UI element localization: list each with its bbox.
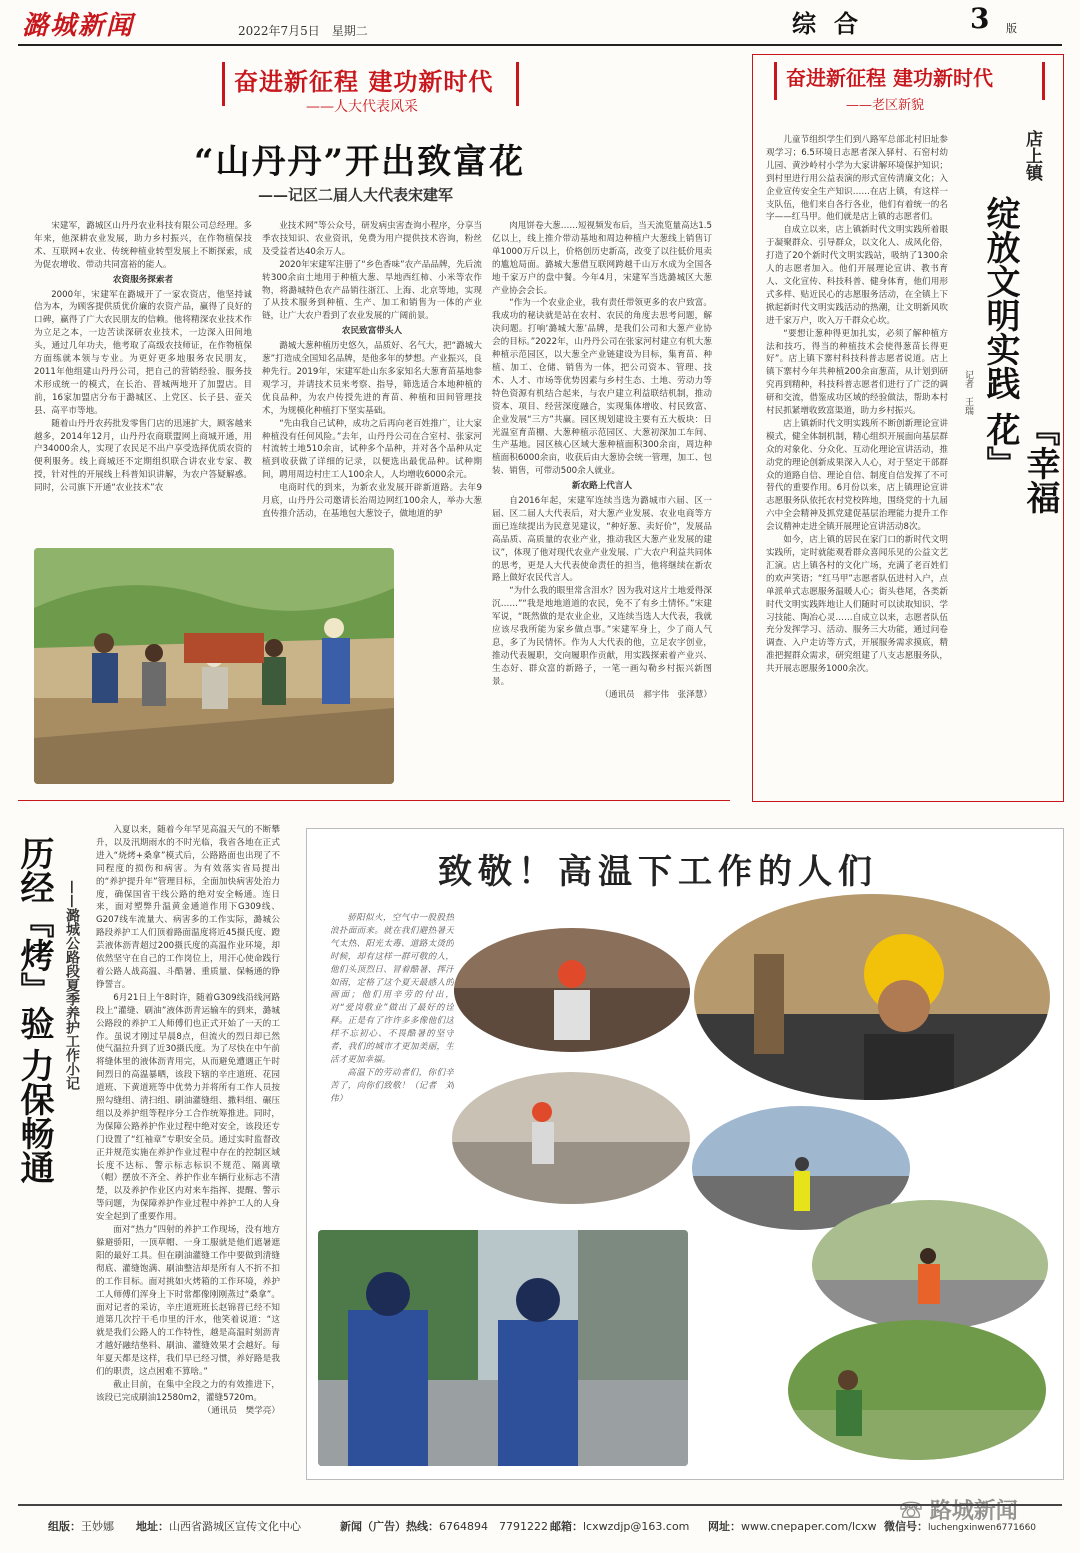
headline: “山丹丹”开出致富花 (194, 142, 526, 182)
paragraph: 截止目前，在集中全段之力的有效推进下，该段已完成刷油12580m2，灌缝5720m。 (96, 1379, 280, 1403)
worker-photo-2 (694, 894, 1050, 1100)
byline: （通讯员 郝宇伟 张泽慧） (600, 689, 712, 700)
worker-photo-3 (452, 1072, 690, 1204)
footer-wechat-value: luchengxinwen6771660 (928, 1523, 1037, 1533)
footer-web-value: www.cnepaper.com/lcxw (741, 1520, 877, 1533)
right-article-text (766, 134, 948, 794)
paragraph: 6月21日上午8时许，随着G309线沿线河路段上“灌缝、刷油”液体沥青运输车的到来，潞城公路段的养护工人师傅们也正式开始了一天的工作。虽说才刚过早晨8点，但流火的烈日却已然使气温拉升到了近30摄氏度。为了尽快在中午前将缝体里的液体沥青用完，从而避免遭遇正午时间烈日的高温暴晒，该段下辖的辛庄道班、花园道班、下黄道班等中优势力并将所有工作人员按照勾缝组、清扫组、刷油灌缝组、撒料组、碾压组以及养护组等程序分工合作统筹推进。同时，为保障公路养护作业过程中绝对安全，该段还专门设置了“红袖章”专职安全员。通过实时监督改正并规范实施在养护作业过程中存在的控制区域长度不达标、警示标志标识不规范、隔离墩（帽）摆放不齐全、养护作业车辆行业标志不清楚，以及养护作业区内对来车指挥、提醒、警示等问题，为保障养护作业过程中养护工人的人身安全起到了重要作用。 (96, 992, 280, 1223)
footer-hotline (340, 1518, 548, 1534)
section-subheading: 新农路上代言人 (571, 481, 633, 492)
paragraph: 2020年宋建军注册了“乡色香味”农产品品牌，先后流转300余亩土地用于种植大葱、旱地西红柿、小米等农作物，将潞城特色农产品销往浙江、上海、北京等地，实现了从技术服务到种植、生产、加工和销售为一体的产业链，让广大农户看到了农业发展的广阔前景。 (262, 259, 482, 322)
footer-editor-label: 组版： (48, 1520, 81, 1533)
subheadline: ——记区二届人大代表宋建军 (258, 186, 454, 204)
section-subheading: 农资服务探索者 (112, 274, 174, 285)
police-street-photo (318, 1230, 688, 1466)
footer-editor (48, 1518, 114, 1534)
footer-wechat-label: 微信号： (884, 1520, 928, 1533)
paragraph: “要想让葱种得更加扎实，必须了解种植方法和技巧，得当的种植技术会使得葱苗长得更好”。店上镇下寨村科技科普志愿者说道。店上镇下寨村今年共种植200余亩葱苗，从计划到研究再到精种，科技科普志愿者们进行了广泛的调研和交流，借鉴成功区域的经验做法，帮助本村村民抓紧增收致富渠道，助力乡村振兴。 (766, 328, 948, 417)
banner-bar-right (516, 62, 519, 106)
footer-address-value: 山西省潞城区宣传文化中心 (169, 1520, 301, 1533)
banner-bar-left-2 (774, 62, 777, 100)
headline-3: 历经『烤』验 (14, 836, 54, 1040)
footer-hotline-value: 6764894 7791222 (439, 1520, 548, 1533)
section-subheading: 农民致富带头人 (341, 326, 403, 337)
street-sweeper-photo (812, 1200, 1048, 1330)
footer-address (136, 1518, 301, 1534)
divider (18, 800, 730, 801)
place-name: 店上镇 (1022, 130, 1042, 181)
photo-feature-title: 致敬！高温下工作的人们 (438, 852, 878, 892)
footer-web-label: 网址： (708, 1520, 741, 1533)
banner-bar-right-2 (1042, 62, 1045, 100)
article-column-3 (492, 220, 712, 800)
footer-web (708, 1518, 877, 1534)
headline-3b: 力保畅通 (14, 1048, 54, 1184)
paragraph: 儿童节组织学生们到八路军总部北村旧址参观学习；6.5环境日志愿者深入驿村、石窑村幼儿园、黄沙岭村小学为大家讲解环境保护知识；到村里进行用公益表演的形式宣传清廉文化；入企业宣传安全生产知识……在店上镇，有这样一支队伍，他们来自各行各业，他们有着统一的名字——红马甲。他们就是店上镇的志愿者们。 (766, 135, 948, 223)
footer-address-label: 地址： (136, 1520, 169, 1533)
worker-photo-1 (454, 928, 690, 1052)
watermark-text: 路城新闻 (929, 1498, 1018, 1524)
paragraph: “作为一个农业企业，我有责任带领更多的农户致富。我成功的秘诀就是站在农村、农民的角度去思考问题，解决问题。打响‘潞城大葱’品牌，是我们公司和大葱产业协会的目标。”2022年，山丹丹公司在张家河村建立有机大葱种植示范园区，以大葱全产业链建设为目标，集育苗、种植、加工、仓储、销售为一体，把公司资本、管理、技术、人才、市场等优势因素与乡村生态、土地、劳动力等特色资源有机结合起来，与农户建立利益联结机制，推动资本、项目、经营深度融合，实现集体增收、村民致富、企业发展“三方”共赢。园区规划建设主要有五大板块：日光温室育苗棚、大葱种植示范园区、大葱初深加工车间、生产基地。园区核心区域大葱种植面积300余亩，周边种植面积6000余亩，收获后由大葱协会统一管理，加工、包装、销售，可带动500余人就业。 (492, 298, 712, 477)
paragraph: 2000年，宋建军在潞城开了一家农资店，他坚持诚信为本，为顾客提供质优价廉的农资产品，赢得了良好的口碑，赢得了广大农民朋友的信赖。他将精深农业技术作为立足之本，一边苦读深研农业技术，一边深入田间地头，通过几年功夫，他考取了高级农技师证，在作物植保方面练就本领与专业。为更好更多地服务农民朋友，2011年他组建山丹丹公司，把自己的营销经验、服务技术形成统一的模式，在长治、晋城两地开了加盟店。目前，16家加盟店分布于潞城区、上党区、长子县、壶关县、高平市等地。 (34, 289, 252, 416)
paragraph: 业技术网”等公众号，研发病虫害查询小程序，分享当季农技知识、农业资讯，免费为用户提供技术咨询，粉丝及受益者达40余万人。 (262, 221, 482, 257)
page-suffix: 版 (1006, 22, 1017, 35)
masthead-rule (18, 44, 1062, 46)
paragraph: “先由我自己试种，成功之后再向老百姓推广，让大家种植没有任何风险。”去年，山丹丹公司在合室村、张家河村流转土地510余亩，试种多个品种，并对各个品种从定植到收获做了详细的记录，以便选出最优品种。试种期间，聘用周边村庄工人100余人，人均增收6000余元。 (262, 418, 482, 481)
paragraph: 自成立以来，店上镇新时代文明实践所着眼于凝聚群众、引导群众，以文化人、成风化俗，打造了20个新时代文明实践站，吸纳了1300余人的志愿者加入。他们开展理论宣讲、教书育人、文化宣传、科技科普、健身体育，他们用形式多样、贴近民心的志愿服务活动，在全镇上下掀起新时代文明实践活动的热潮，让文明新风吹进千家万户，吹入万千群众心坎。 (766, 225, 948, 326)
banner-subtitle-2: ——老区新貌 (846, 98, 925, 113)
farm-field-photo (34, 548, 394, 784)
byline: （通讯员 樊学亮） (202, 1405, 280, 1416)
footer-hotline-label: 新闻（广告）热线： (340, 1520, 439, 1533)
banner-title: 奋进新征程 建功新时代 (234, 67, 494, 96)
paragraph: 宋建军，潞城区山丹丹农业科技有限公司总经理。多年来，他深耕农业发展，助力乡村振兴，在作物植保技术、互联网+农业、传统种植业转型发展上不断探索，成为促农增收、带动共同富裕的能人。 (34, 221, 252, 270)
wechat-watermark (900, 1494, 1018, 1525)
banner-title-2: 奋进新征程 建功新时代 (786, 66, 993, 90)
feature-poem (330, 912, 454, 1202)
paragraph: 入夏以来，随着今年罕见高温天气的不断攀升，以及汛期雨水的不时光临，我省各地在正式进入“烧烤+桑拿”模式后，公路路面也出现了不同程度的损伤和病害。为有效落实省局提出的“养护提升年”管理目标，全面加快病害处治力度，确保国省干线公路的绝对安全畅通。连日来，面对塑弊升温黄金通道作用下G309线、G207线车流量大、病害多的工作实际，潞城公路段养护工人们顶着路面温度将近45摄氏度、蹬芸液体沥青超过200摄氏度的高温作业环境，却依然坚守在自己的工作岗位上，用汗心使命践行着公路人战高温、斗酷暑、重质量、保畅通的铮铮誓言。 (96, 825, 280, 990)
paragraph: 自2016年起，宋建军连续当选为潞城市六届、区一届、区二届人大代表后，对大葱产业发展、农业电商等方面已连续提出为民意见建议，“种好葱、卖好价”，发展品高品质、高质量的农业产业，推动我区大葱产业发展的建议”，体现了他对现代农业产业发展、广大农户利益共同体的思考，更是人大代表使命责任的担当，他将继续在新农路上做好农民代言人。 (492, 496, 712, 584)
footer-email (550, 1518, 689, 1534)
paragraph: 随着山丹丹农药批发零售门店的迅速扩大，顾客越来越多，2014年12月，山丹丹农商联盟网上商城开通，用户34000余人，实现了农民足不出户享受选择优质农资的便利服务。线上商城还不定期组织联合讲农业专家、教授，针对性的开展线上科普知识讲解，为农户答疑解惑。同时，公司旗下开通“农业技术”农 (34, 418, 252, 494)
paragraph: 潞城大葱种植历史悠久，品质好、名气大，把“潞城大葱”打造成全国知名品牌，是他多年的梦想。产业振兴，良种先行。2019年，宋建军赴山东多家知名大葱育苗基地参观学习，并请技术员来考察、指导，筛选适合本地种植的优良品种，为农户传授先进的育苗、种植和田间管理技术，为规模化种植打下坚实基础。 (262, 341, 482, 416)
paragraph: 电商时代的到来，为新农业发展开辟新道路。去年9月底，山丹丹公司邀请长治周边网红100余人，举办大葱直传推介活动，在基地包大葱饺子，做地道的驴 (262, 483, 482, 519)
paragraph: “为什么我的眼里常含泪水？因为我对这片土地爱得深沉……”“我是地地道道的农民，免不了有乡土情怀。”宋建军说，“既然做的是农业企业，又连续当选人大代表，我就应该尽我所能为家乡做点事。”宋建军身上，少了商人气息，多了为民情怀。作为人大代表的他，立足农字创业，推动代表履职，交向履职作贡献，用实践探索着产业兴、生态好、群众富的新路子，一笔一画勾勒乡村振兴新图景。 (492, 586, 712, 687)
footer-email-value: lcxwzdjp@163.com (583, 1520, 690, 1533)
gardener-photo (788, 1320, 1046, 1460)
road-article-text (96, 824, 280, 1488)
banner-subtitle: ——人大代表风采 (306, 99, 418, 115)
poem-paragraph-2: 高温下的劳动者们，你们辛苦了，向你们致敬！（记者 刘伟） (330, 1067, 454, 1104)
headline-2: 绽放文明实践 (980, 196, 1020, 400)
byline-2: 记者 王瑞 (963, 370, 973, 415)
subtitle-3: ——潞城公路段夏季养护工作小记 (64, 880, 80, 1090)
banner-bar-left (222, 62, 225, 106)
poem-paragraph: 骄阳似火，空气中一股股热浪扑面而来。就在我们避热暑天气太热、阳光太毒、道路太烫的时候，却有这样一群可敬的人，他们头顶烈日、冒着酷暑、挥汗如雨，定格了这个夏天最感人的画面；他们用辛劳的付出，对“爱岗敬业”做出了最好的诠释。正是有了许许多多像他们这样不忘初心、不畏酷暑的坚守者，我们的城市才更加美丽，生活才更加幸福。 (330, 913, 454, 1065)
paragraph: 肉甩饼卷大葱……短视频发布后，当天流览量高达1.5亿以上，线上推介带动基地和周边种植户大葱线上销售订单1000万斤以上，价格创历史新高，改变了以往低价甩卖的尴尬局面。潞城大葱借互联网跨越千山万水成为全国各地千家万户的盘中餐。今年4月，宋建军当选潞城区大葱产业协会会长。 (492, 221, 712, 296)
section-name: 综合 (792, 9, 876, 38)
paragraph: 面对“热力”四射的养护工作现场，没有地方躲避骄阳，一顶草帽、一身工服就是他们遮暑遮阳的最好工具。但在刷油灌缝工作中要做到清缝彻底、灌缝饱满、刷油整洁却是所有人不折不扣的工作目标。面对挑如火烤箱的工作环境，养护工人师傅们浑身上下时常都像刚刚蒸过“桑拿”。面对记者的采访，辛庄道班班长赵锦晋已经不知道第几次拧干毛巾里的汗水，他笑着说道：“这就是我们公路人的工作特性，越是高温时刻沥青才越好融结垫料、刷油、灌缝效果才会越好。每年夏天都是这样，我们早已经习惯，养好路是我们的职责，这点困难不算啥。” (96, 1225, 280, 1378)
page-number: 3 (970, 2, 990, 35)
footer-editor-value: 王妙娜 (81, 1520, 114, 1533)
paragraph: 如今，店上镇的居民在家门口的新时代文明实践所，定时就能观看群众喜闻乐见的公益文艺汇演。店上镇各村的文化广场，充满了老百姓们的欢声笑语；“红马甲”志愿者队伍进村入户，点单派单式志愿服务温暖人心；街头巷尾，各类新时代文明实践阵地让人们随时可以读取知识、学习技能、陶冶心灵……自成立以来，志愿者队伍充分发挥学习、活动、服务三大功能，通过问卷调查、入户走访等方式，开展服务需求摸底，精准把握群众需求，研究组建了八支志愿服务队，共开展志愿服务1000余次。 (766, 535, 948, 675)
footer-email-label: 邮箱： (550, 1520, 583, 1533)
masthead-name: 潞城新闻 (22, 11, 135, 41)
article-column-1 (34, 220, 252, 540)
wechat-icon: ☏ (900, 1498, 923, 1524)
paragraph: 店上镇新时代文明实践所不断创新理论宣讲模式，健全体制机制，精心组织开展面向基层群众的对象化、分众化、互动化理论宣讲活动，推动党的理论创新成果深入人心，对于坚定干部群众的道路自信、理论自信、制度自信发挥了不可替代的重要作用。6月份以来，店上镇理论宣讲志愿服务队依托农村党校阵地，围绕党的十九届六中全会精神及抓党建促基层治理能力提升工作会议精神走进全镇开展理论宣讲活动8次。 (766, 418, 948, 533)
headline-2b: 『幸福花』 (980, 412, 1060, 514)
issue-date: 2022年7月5日 星期二 (238, 24, 368, 38)
